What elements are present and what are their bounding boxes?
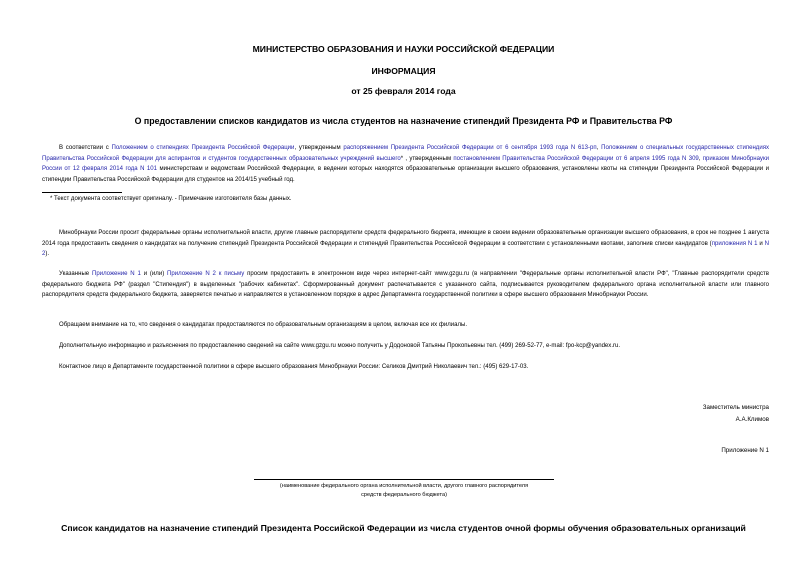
link-appendix-2[interactable]: N 2	[42, 240, 769, 258]
signature-name: А.А.Климов	[735, 416, 769, 423]
p1-text-2: , утвержденным	[294, 145, 344, 151]
p3-text-1: Указанные	[59, 271, 92, 277]
doc-type-heading: ИНФОРМАЦИЯ	[371, 66, 436, 76]
ministry-heading: МИНИСТЕРСТВО ОБРАЗОВАНИЯ И НАУКИ РОССИЙСКОЙ ФЕДЕРАЦИИ	[252, 44, 555, 54]
p1-text-5: ,	[698, 155, 703, 162]
p1-text-3: ,	[596, 145, 602, 151]
p2-text-3: ).	[45, 251, 50, 258]
form-caption-line-2: средств федерального бюджета)	[361, 492, 447, 498]
form-caption-line-1: (наименование федерального органа исполнительной власти, другого главного распорядителя	[279, 483, 529, 489]
paragraph-6: Контактное лицо в Департаменте государственной политики в сфере высшего образования Минобрнауки России: Селиков Дмитрий Николаевич тел.: (495) 629-17-03.	[59, 364, 529, 370]
link-government-decree-309[interactable]: постановлением Правительства Российской Федерации от 6 апреля 1995 года N 309	[453, 155, 699, 162]
link-appendix-2-letter[interactable]: Приложение N 2 к письму	[167, 271, 245, 277]
form-fill-line	[254, 479, 554, 480]
doc-title: О предоставлении списков кандидатов из числа студентов на назначение стипендий Президента РФ и Правительства РФ	[134, 116, 673, 126]
p3-text-2: и (или)	[140, 271, 168, 277]
doc-date: от 25 февраля 2014 года	[351, 86, 456, 96]
footnote-divider	[42, 192, 122, 193]
link-appendix-1[interactable]: приложения N 1	[711, 240, 758, 247]
paragraph-2	[42, 228, 769, 260]
appendix-label: Приложение N 1	[721, 447, 769, 454]
paragraph-1	[42, 143, 769, 185]
list-title: Список кандидатов на назначение стипендий Президента Российской Федерации из числа студентов очной формы обучения образовательных организаций	[61, 523, 746, 533]
link-president-order-613[interactable]: распоряжением Президента Российской Федерации от 6 сентября 1993 года N 613-рп	[343, 145, 597, 151]
signature-position: Заместитель министра	[702, 404, 769, 411]
link-appendix-1-inline[interactable]: Приложение N 1	[92, 271, 141, 277]
link-ministry-order-101[interactable]: приказом Минобрнауки России от 12 февраля 2014 года N 101	[42, 155, 769, 173]
p2-text-2: и	[757, 240, 765, 247]
p2-text-1: Минобрнауки России просит федеральные органы исполнительной власти, другие главные распорядители средств федерального бюджета, имеющие в своем ведении образовательные организации высшего образования, в срок не позднее 1 августа 2014 года предоставить сведения о кандидатах на получение стипендий Президента Российской Федерации и стипендий Правительства Российской Федерации в соответствии с установленными квотами, заполнив списки кандидатов (	[42, 230, 769, 247]
p3-text-3: просим предоставить в электронном виде через интернет-сайт www.gzgu.ru (в направлении "Федеральные органы исполнительной власти РФ", "Главные распорядители средств федерального бюджета РФ" (раздел "Стипендия") в выделенных "рабочих кабинетах". Сформированный документ распечатывается с указанного сайта, подписывается руководителем федерального органа исполнительной власти или главного распорядителя средств федерального бюджета, заверяется печатью и направляется в установленном порядке в адрес Департамента государственной политики в сфере высшего образования Минобрнауки России.	[42, 271, 769, 299]
paragraph-5: Дополнительную информацию и разъяснения по предоставлению сведений на сайте www.gzgu.ru можно получить у Додоновой Татьяны Прокопьевны тел. (499) 269-52-77, e-mail: fpo-kcp@yandex.ru.	[59, 343, 621, 349]
p1-text-1: В соответствии с	[59, 145, 112, 151]
p1-text-6: министерствам и ведомствам Российской Федерации, в ведении которых находятся образовательные организации высшего образования, установлены квоты на стипендии Президента Российской Федерации и стипендии Правительства Российской Федерации для студентов на 2014/15 учебный год.	[42, 166, 769, 183]
paragraph-4: Обращаем внимание на то, что сведения о кандидатах предоставляются по образовательным организациям в целом, включая все их филиалы.	[59, 322, 468, 328]
paragraph-3	[42, 269, 769, 301]
p1-text-4: * , утвержденным	[400, 155, 454, 162]
link-president-scholarship-regulation[interactable]: Положением о стипендиях Президента Российской Федерации	[111, 145, 295, 151]
footnote: * Текст документа соответствует оригиналу. - Примечание изготовителя базы данных.	[50, 196, 292, 202]
link-government-scholarship-regulation[interactable]: Положением о специальных государственных стипендиях Правительства Российской Федерации для аспирантов и студентов государственных образовательных учреждений высшего	[42, 145, 770, 162]
